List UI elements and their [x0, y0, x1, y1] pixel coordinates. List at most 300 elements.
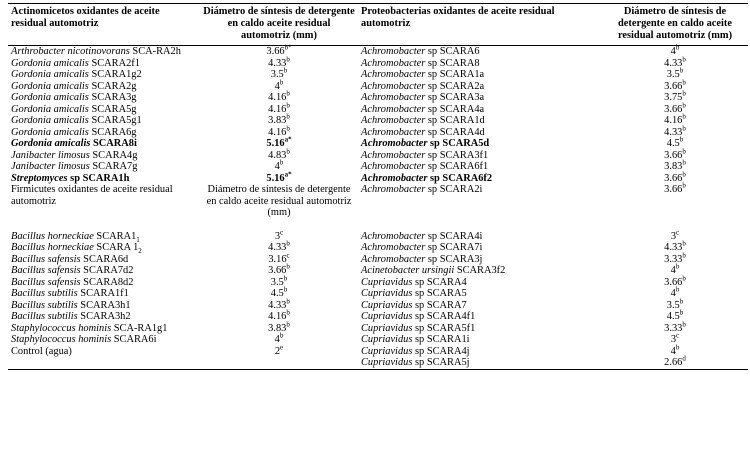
diameter-value	[200, 89, 358, 104]
species-name: Gordonia amicalis	[11, 69, 89, 80]
value-superscript: b	[675, 285, 680, 294]
species-name: Achromobacter	[361, 69, 426, 80]
diameter-value	[200, 251, 358, 266]
value-number: 3.66	[268, 265, 287, 276]
strain-cell	[358, 69, 602, 81]
strain-cell	[8, 138, 200, 150]
table-body	[8, 43, 748, 370]
strain-cell	[8, 69, 200, 81]
value-superscript: b	[283, 66, 288, 75]
value-number: 3.83	[664, 161, 683, 172]
value-number: 3.75	[664, 92, 683, 103]
diameter-value	[602, 55, 748, 70]
strain-cell	[8, 323, 200, 335]
strain-cell	[8, 346, 200, 358]
species-name: Achromobacter	[361, 92, 426, 103]
table-row	[8, 300, 748, 312]
value-number: 5.16	[266, 138, 285, 149]
strain-code: SCA-RA2h	[132, 46, 181, 57]
diameter-value	[200, 274, 358, 289]
strain-code: SCARA5g	[91, 103, 137, 115]
subheader-firmicutes: Firmicutes oxidantes de aceite residual automotriz	[11, 184, 173, 207]
value-superscript: b	[682, 124, 686, 133]
empty-cell	[602, 219, 748, 231]
value-superscript: b	[682, 170, 686, 179]
diameter-value	[602, 228, 748, 243]
strain-cell	[8, 104, 200, 116]
diameter-value	[200, 239, 358, 254]
value-number: 3	[670, 230, 677, 242]
species-name: Gordonia amicalis	[11, 126, 89, 138]
value-superscript: b	[283, 285, 288, 294]
value-superscript: b	[286, 124, 290, 133]
value-superscript: b	[286, 112, 290, 121]
diameter-value	[200, 308, 358, 323]
table-row	[8, 46, 748, 58]
value-superscript: b	[286, 320, 290, 329]
value-superscript: b	[286, 262, 290, 271]
strain-cell	[8, 92, 200, 104]
strain-cell	[8, 357, 200, 369]
diameter-value	[200, 343, 358, 358]
species-name: Achromobacter	[361, 230, 426, 242]
value-number: 4.33	[268, 242, 287, 253]
diameter-value	[200, 331, 358, 346]
value-number: 4	[274, 80, 280, 92]
value-number: 3.83	[268, 115, 287, 126]
table-header-row	[8, 4, 748, 46]
value-superscript: b*	[284, 43, 292, 52]
diameter-value	[200, 170, 358, 185]
value-number: 4	[274, 161, 280, 172]
strain-cell	[8, 254, 200, 266]
strain-code: sp SCARA3a	[427, 92, 485, 103]
value-superscript: c	[676, 228, 680, 237]
diameter-value	[200, 55, 358, 70]
table-row	[8, 242, 748, 254]
species-name: Bacillus horneckiae	[11, 242, 94, 253]
strain-cell	[358, 357, 602, 369]
value-number: 3.66	[266, 46, 285, 57]
table-row	[8, 265, 748, 277]
strain-cell	[358, 138, 602, 150]
diameter-value	[602, 170, 748, 185]
value-superscript: b	[286, 239, 290, 248]
diameter-value	[602, 101, 748, 116]
value-number: 4.16	[268, 311, 287, 322]
diameter-value	[200, 285, 358, 300]
value-number: 4.33	[664, 126, 683, 138]
empty-cell	[8, 219, 200, 231]
value-superscript: b	[682, 274, 686, 283]
strain-code: sp SCARA6f2	[430, 172, 493, 184]
value-superscript: c	[280, 228, 284, 237]
value-number: 3.5	[666, 299, 680, 311]
species-name: Acinetobacter ursingii	[361, 265, 455, 276]
strain-cell	[358, 323, 602, 335]
diameter-value	[602, 147, 748, 162]
value-superscript: b	[682, 55, 686, 64]
value-number: 3.33	[664, 322, 683, 334]
value-superscript: b	[286, 89, 290, 98]
table-row	[8, 161, 748, 173]
strain-code: SCARA7d2	[83, 265, 134, 276]
species-name: Gordonia amicalis	[11, 115, 89, 126]
value-number: 2.66	[664, 357, 683, 368]
empty-cell	[358, 219, 602, 231]
species-name: Staphylococcus hominis	[11, 322, 112, 334]
value-number: 4.16	[268, 126, 287, 138]
species-name: Achromobacter	[361, 80, 426, 92]
species-name: Achromobacter	[361, 115, 426, 126]
strain-code: sp SCARA5j	[415, 357, 470, 368]
strain-cell	[358, 104, 602, 116]
strain-cell	[358, 277, 602, 289]
species-name: Bacillus safensis	[11, 276, 81, 288]
species-name: Bacillus safensis	[11, 253, 81, 265]
strain-code: sp SCARA4j	[415, 345, 470, 357]
species-name: Achromobacter	[361, 57, 426, 69]
diameter-value	[200, 124, 358, 139]
value-number: 4.83	[268, 149, 287, 161]
species-name: Gordonia amicalis	[11, 57, 89, 69]
strain-code: SCARA5g1	[91, 115, 142, 126]
species-name: Gordonia amicalis	[11, 103, 89, 115]
species-name: Achromobacter	[361, 138, 428, 149]
value-number: 2	[274, 345, 281, 357]
table-row	[8, 231, 748, 243]
diameter-value	[602, 308, 748, 323]
diameter-value	[602, 66, 748, 81]
species-name: Cupriavidus	[361, 288, 413, 299]
value-number: 4.5	[666, 311, 680, 322]
header-proteobacterias: Proteobacterias oxidantes de aceite residual automotriz	[358, 4, 602, 46]
diameter-value	[200, 101, 358, 116]
value-number: 3.83	[268, 322, 287, 334]
strain-cell	[358, 346, 602, 358]
table-row	[8, 357, 748, 369]
value-superscript: b	[675, 262, 680, 271]
value-superscript: b	[682, 239, 686, 248]
diameter-value	[200, 357, 358, 369]
value-number: 4	[670, 345, 676, 357]
header-diametro-2: Diámetro de síntesis de detergente en caldo aceite residual automotriz (mm)	[602, 4, 748, 46]
value-superscript: b	[286, 101, 290, 110]
strain-cell	[8, 46, 200, 58]
table-row	[8, 92, 748, 104]
strain-code: SCARA7g	[92, 161, 138, 172]
header-diametro-1: Diámetro de síntesis de detergente en caldo aceite residual automotriz (mm)	[200, 4, 358, 46]
strain-cell	[358, 311, 602, 323]
value-number: 4	[670, 288, 676, 299]
species-name: Achromobacter	[361, 253, 426, 265]
value-number: 4	[670, 46, 676, 57]
strain-code: sp SCARA4a	[427, 103, 485, 115]
diameter-value	[602, 89, 748, 104]
species-name: Achromobacter	[361, 172, 428, 184]
species-name: Bacillus subtilis	[11, 288, 78, 299]
strain-code: sp SCARA4	[415, 276, 467, 288]
table-row	[8, 81, 748, 93]
value-superscript: a*	[284, 135, 292, 144]
diameter-value	[602, 181, 748, 219]
value-superscript: e	[280, 343, 284, 352]
strain-cell	[358, 254, 602, 266]
value-superscript: b	[679, 308, 684, 317]
strain-cell	[8, 231, 200, 243]
value-number: 3.66	[664, 80, 683, 92]
strain-cell	[8, 265, 200, 277]
diameter-value	[602, 343, 748, 358]
strain-code: sp SCARA4f1	[415, 311, 476, 322]
value-superscript: b	[675, 43, 680, 52]
strain-code: SCARA2g	[91, 80, 137, 92]
value-number: 3.66	[664, 276, 683, 288]
strain-cell	[8, 242, 200, 254]
species-name: Janibacter limosus	[11, 149, 90, 161]
value-superscript: b	[682, 251, 686, 260]
strain-cell	[8, 334, 200, 346]
strain-cell	[8, 127, 200, 139]
species-name: Achromobacter	[361, 161, 426, 172]
strain-code: SCARA1f1	[80, 288, 129, 299]
value-number: 4.5	[666, 138, 680, 149]
table-row	[8, 69, 748, 81]
strain-code: sp SCARA8	[427, 57, 480, 69]
strain-code: SCARA 1	[96, 242, 139, 253]
species-name: Cupriavidus	[361, 357, 413, 368]
strain-cell	[8, 311, 200, 323]
species-name: Staphylococcus hominis	[11, 334, 112, 345]
value-superscript: b	[679, 135, 684, 144]
strain-cell	[358, 81, 602, 93]
species-name: Achromobacter	[361, 242, 426, 253]
value-number: 4.33	[664, 57, 683, 69]
strain-code: SCARA6g	[91, 126, 137, 138]
value-number: 4.33	[268, 299, 287, 311]
strain-code: SCARA3h1	[80, 299, 131, 311]
strain-cell	[358, 334, 602, 346]
diameter-value	[602, 354, 748, 369]
species-name: Bacillus subtilis	[11, 311, 78, 322]
diameter-value	[602, 112, 748, 127]
table-row	[8, 334, 748, 346]
table-row	[8, 138, 748, 150]
table-row	[8, 311, 748, 323]
diameter-value	[602, 297, 748, 312]
value-number: 3.5	[270, 276, 284, 288]
strain-code: sp SCARA3j	[427, 253, 483, 265]
strain-cell	[8, 150, 200, 162]
table-row	[8, 173, 748, 185]
strain-cell	[358, 161, 602, 173]
table-row	[8, 104, 748, 116]
value-number: 4.16	[664, 115, 683, 126]
strain-subscript: 2	[138, 247, 142, 256]
strain-cell	[358, 242, 602, 254]
strain-cell	[358, 58, 602, 70]
species-name: Cupriavidus	[361, 322, 413, 334]
value-superscript: b	[682, 320, 686, 329]
diameter-value	[200, 43, 358, 58]
diameter-value	[200, 297, 358, 312]
species-name: Janibacter limosus	[11, 161, 90, 172]
strain-cell	[358, 127, 602, 139]
value-superscript: b	[279, 78, 284, 87]
species-name: Bacillus safensis	[11, 265, 81, 276]
value-superscript: b	[286, 55, 290, 64]
strain-code: sp SCARA2i	[427, 184, 483, 195]
species-name: Gordonia amicalis	[11, 80, 89, 92]
strain-code: sp SCARA1d	[427, 115, 485, 126]
strain-code: SCARA3h2	[80, 311, 131, 322]
species-name: Achromobacter	[361, 126, 426, 138]
diameter-value	[200, 228, 358, 243]
diameter-value	[602, 78, 748, 93]
value-superscript: b	[682, 89, 686, 98]
strain-subscript: 1	[136, 235, 140, 244]
table-row	[8, 323, 748, 335]
strain-code: SCARA8i	[93, 138, 137, 149]
species-name: Cupriavidus	[361, 334, 413, 345]
table-row	[8, 277, 748, 289]
strain-code: sp SCARA1i	[415, 334, 470, 345]
value-number: 3.66	[664, 184, 683, 195]
diameter-value	[602, 285, 748, 300]
value-superscript: b	[679, 66, 684, 75]
table-row	[8, 58, 748, 70]
diameter-value	[602, 262, 748, 277]
strain-cell	[358, 288, 602, 300]
species-name: Achromobacter	[361, 46, 426, 57]
strain-code: sp SCARA2a	[427, 80, 485, 92]
value-number: 4.16	[268, 103, 287, 115]
strain-cell	[358, 184, 602, 219]
value-superscript: b	[286, 297, 290, 306]
strain-code: SCARA6i	[113, 334, 157, 345]
strain-code: SCARA3f2	[456, 265, 506, 276]
diameter-value	[200, 262, 358, 277]
value-number: 3.5	[666, 69, 680, 80]
strain-cell	[8, 173, 200, 185]
value-number: 3	[274, 230, 281, 242]
strain-code: sp SCARA4i	[427, 230, 483, 242]
value-superscript: b	[682, 101, 686, 110]
species-name: Bacillus horneckiae	[11, 230, 94, 242]
species-name: Bacillus subtilis	[11, 299, 78, 311]
species-name: Achromobacter	[361, 149, 426, 161]
value-number: 3	[670, 334, 677, 345]
diameter-value	[602, 124, 748, 139]
value-number: 4	[274, 334, 280, 345]
value-number: 3.66	[664, 149, 683, 161]
species-name: Cupriavidus	[361, 345, 413, 357]
strain-cell	[358, 150, 602, 162]
subheader-diametro: Diámetro de síntesis de detergente en caldo aceite residual automotriz (mm)	[206, 184, 352, 218]
value-superscript: b	[682, 158, 686, 167]
strain-code: SCARA1g2	[91, 69, 142, 80]
strain-code: sp SCARA6f1	[427, 161, 489, 172]
value-number: 3.66	[664, 172, 683, 184]
strain-code: sp SCARA7	[415, 299, 467, 311]
strain-cell	[358, 265, 602, 277]
value-superscript: b	[682, 147, 686, 156]
strain-cell	[8, 288, 200, 300]
diameter-value	[200, 78, 358, 93]
value-superscript: b	[286, 308, 290, 317]
strain-code: sp SCARA7i	[427, 242, 483, 253]
species-name: Achromobacter	[361, 103, 426, 115]
strain-code: sp SCARA6	[427, 46, 480, 57]
value-superscript: a*	[284, 170, 292, 179]
species-name: Achromobacter	[361, 184, 426, 195]
table-row	[8, 254, 748, 266]
table-row	[8, 115, 748, 127]
strain-code: SCARA2f1	[91, 57, 140, 69]
value-superscript: b	[682, 112, 686, 121]
strain-cell	[358, 115, 602, 127]
value-number: 5.16	[266, 172, 285, 184]
value-superscript: c	[676, 331, 680, 340]
strain-code: SCARA8d2	[83, 276, 134, 288]
strain-code: sp SCARA5f1	[415, 322, 476, 334]
strain-code: SCARA1	[96, 230, 137, 242]
strain-code: SCARA4g	[92, 149, 138, 161]
value-superscript: b	[682, 181, 686, 190]
strain-cell	[358, 300, 602, 312]
strain-code: SCARA6d	[83, 253, 129, 265]
value-superscript: b	[679, 297, 684, 306]
strain-code: SCA-RA1g1	[113, 322, 168, 334]
species-name: Cupriavidus	[361, 276, 413, 288]
strain-code: sp SCARA5	[415, 288, 467, 299]
strain-code: SCARA3g	[91, 92, 137, 103]
strain-cell	[8, 277, 200, 289]
species-name: Gordonia amicalis	[11, 92, 89, 103]
results-table	[8, 3, 748, 370]
value-superscript: c	[286, 251, 290, 260]
value-number: 4.5	[270, 288, 284, 299]
table-row	[8, 150, 748, 162]
species-name: Streptomyces	[11, 172, 68, 184]
strain-cell	[8, 115, 200, 127]
value-superscript: b	[279, 331, 284, 340]
diameter-value	[602, 320, 748, 335]
strain-code: sp SCARA3f1	[427, 149, 489, 161]
table-row	[8, 346, 748, 358]
strain-cell	[8, 58, 200, 70]
species-name: Cupriavidus	[361, 311, 413, 322]
firmicutes-subheader-row	[8, 184, 748, 219]
strain-cell	[8, 81, 200, 93]
diameter-value	[200, 112, 358, 127]
diameter-value	[602, 43, 748, 58]
value-superscript: b	[283, 274, 288, 283]
value-superscript: d	[682, 354, 686, 363]
strain-cell	[358, 231, 602, 243]
empty-cell	[200, 219, 358, 231]
strain-code: sp SCARA1h	[70, 172, 130, 184]
header-actinomicetos: Actinomicetos oxidantes de aceite residual automotriz	[8, 4, 200, 46]
spacer-row	[8, 219, 748, 231]
strain-cell	[8, 300, 200, 312]
strain-cell	[358, 46, 602, 58]
value-number: 4	[670, 265, 676, 276]
value-number: 4.33	[664, 242, 683, 253]
strain-cell	[8, 161, 200, 173]
strain-cell	[358, 173, 602, 185]
value-number: 3.33	[664, 253, 683, 265]
